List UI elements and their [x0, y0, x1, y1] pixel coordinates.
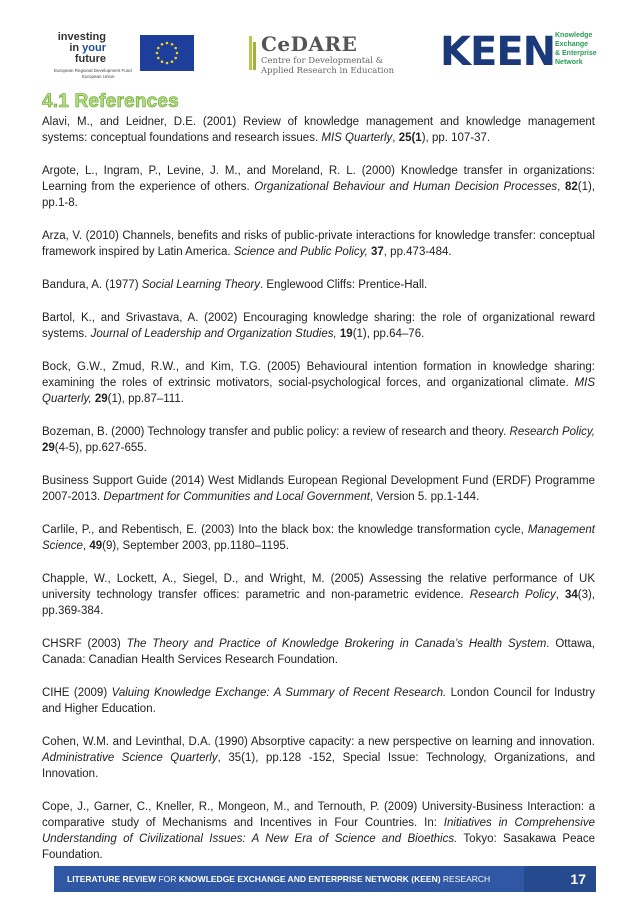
logo-line-investing: investing: [57, 31, 106, 43]
keen-sub-4: Network: [555, 59, 583, 66]
reference-item: Bozeman, B. (2000) Technology transfer and public policy: a review of research and theory. Research Policy, 29(4-5), pp.627-655.: [42, 426, 595, 454]
reference-item: Chapple, W., Lockett, A., Siegel, D., and Wright, M. (2005) Assessing the relative performance of UK university technology transfer offices: parametric and non-parametric evidence. Research Policy, 34(3), pp.369-384.: [42, 573, 595, 617]
cedare-subtitle-2: Applied Research in Education: [261, 66, 395, 76]
page-number: 17: [570, 871, 586, 887]
reference-item: Business Support Guide (2014) West Midlands European Regional Development Fund (ERDF) Programme 2007-2013. Department for Communities and Local Government, Version 5. pp.1-144.: [42, 475, 595, 503]
keen-name: KEEN: [440, 29, 556, 75]
reference-item: Bandura, A. (1977) Social Learning Theory. Englewood Cliffs: Prentice-Hall.: [42, 279, 428, 291]
reference-list: [42, 114, 595, 880]
keen-sub-1: Knowledge: [555, 32, 593, 39]
section-title: 4.1 References: [42, 91, 179, 112]
reference-item: Carlile, P., and Rebentisch, E. (2003) Into the black box: the knowledge transformation cycle, Management Science, 49(9), September 2003, pp.1180–1195.: [42, 524, 595, 552]
reference-item: Arza, V. (2010) Channels, benefits and risks of public-private interactions for knowledge transfer: conceptual framework inspired by Latin America. Science and Public Policy, 37, pp.473-484.: [42, 230, 595, 258]
reference-item: Cohen, W.M. and Levinthal, D.A. (1990) Absorptive capacity: a new perspective on learning and innovation. Administrative Science Quarterly, 35(1), pp.128 -152, Special Issue: Technology, Organizations, and Innovation.: [42, 736, 596, 780]
reference-item: Bock, G.W., Zmud, R.W., and Kim, T.G. (2005) Behavioural intention formation in knowledge sharing: examining the roles of extrinsic motivators, social-psychological forces, and organizational climate. MIS Quarterly, 29(1), pp.87–111.: [42, 361, 595, 405]
keen-sub-3: & Enterprise: [555, 50, 597, 57]
cedare-subtitle-1: Centre for Developmental &: [261, 56, 384, 66]
reference-item: CIHE (2009) Valuing Knowledge Exchange: A Summary of Recent Research. London Council for Industry and Higher Education.: [42, 687, 596, 715]
reference-item: Bartol, K., and Srivastava, A. (2002) Encouraging knowledge sharing: the role of organizational reward systems. Journal of Leadership and Organization Studies, 19(1), pp.64–76.: [42, 312, 595, 340]
logo-fund-text: European Regional Development Fund: [54, 68, 132, 73]
page-footer: [54, 866, 596, 892]
investing-in-your-future-logo: [54, 31, 194, 79]
reference-item: Cope, J., Garner, C., Kneller, R., Mongeon, M., and Ternouth, P. (2009) University-Business Interaction: a comparative study of Mechanisms and Incentives in Four Countries. In: Initiatives in Comprehensive Understanding of Civilizational Issues: A New Era of Science and Bioethics. Tokyo: Sasakawa Peace Foundation.: [42, 801, 596, 861]
keen-logo: [440, 29, 600, 75]
cedare-logo: [247, 34, 397, 74]
keen-sub-2: Exchange: [555, 41, 589, 48]
footer-text: LITERATURE REVIEW FOR KNOWLEDGE EXCHANGE AND ENTERPRISE NETWORK (KEEN) RESEARCH: [67, 874, 491, 884]
reference-item: Argote, L., Ingram, P., Levine, J. M., and Moreland, R. L. (2000) Knowledge transfer in organizations: Learning from the experience of others. Organizational Behaviour and Human Decision Processes, 82(1), pp.1-8.: [42, 165, 595, 209]
cedare-name: CeDARE: [261, 32, 358, 56]
reference-item: CHSRF (2003) The Theory and Practice of Knowledge Brokering in Canada’s Health System. Ottawa, Canada: Canadian Health Services Research Foundation.: [42, 638, 595, 666]
logo-line-in-your-future: in your future: [69, 42, 106, 65]
cedare-mark-icon: [247, 34, 261, 72]
eu-flag-icon: [140, 35, 194, 71]
page-header: [0, 0, 638, 92]
logo-union-text: European Union: [82, 74, 115, 79]
reference-item: Alavi, M., and Leidner, D.E. (2001) Review of knowledge management and knowledge management systems: conceptual foundations and research issues. MIS Quarterly, 25(1), pp. 107-37.: [42, 116, 595, 144]
